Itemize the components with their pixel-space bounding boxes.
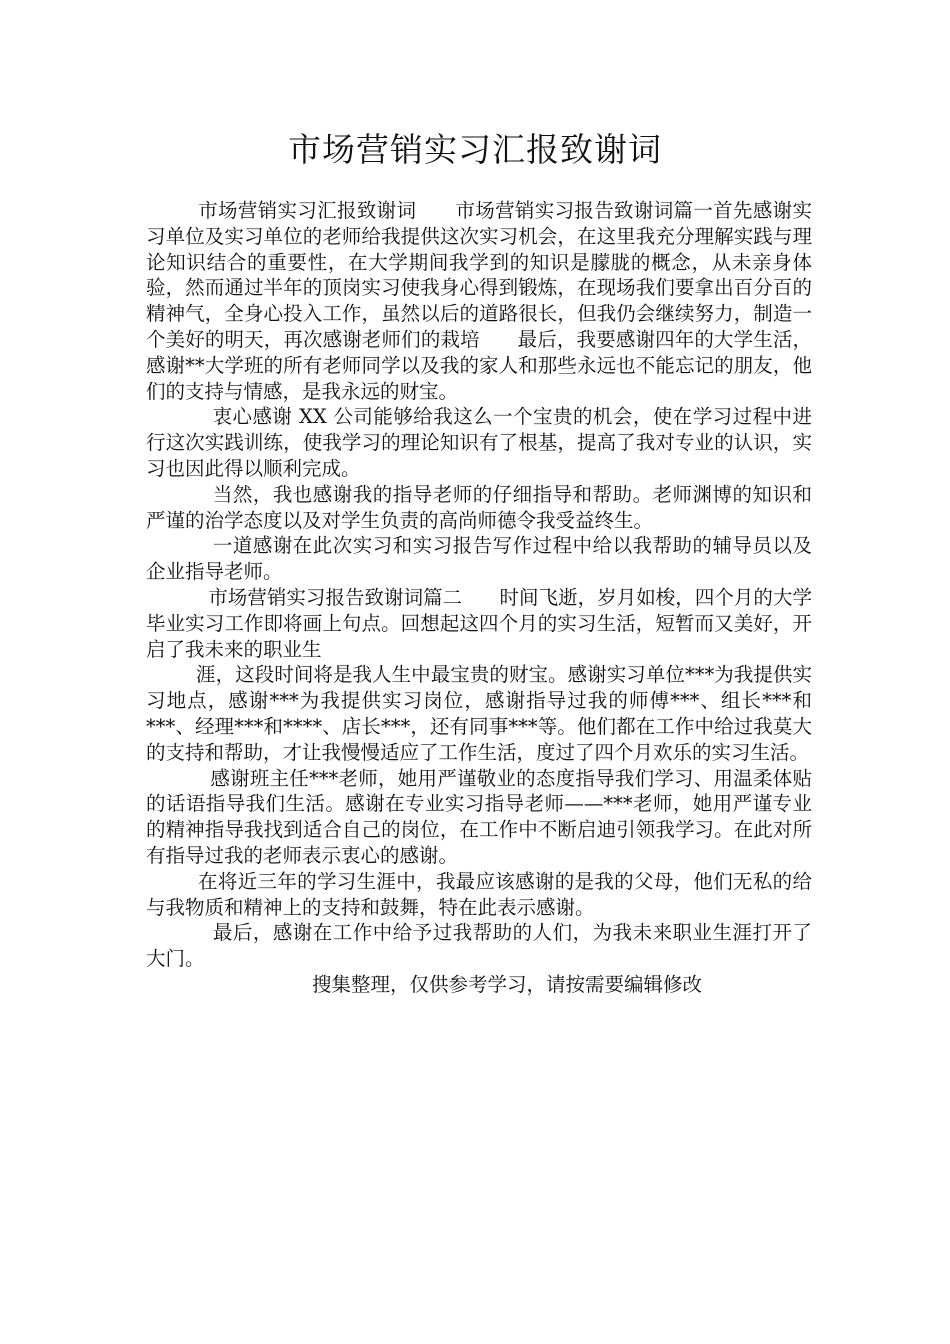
paragraph-6: 涯，这段时间将是我人生中最宝贵的财宝。感谢实习单位***为我提供实习地点，感谢***为我提供实习岗位，感谢指导过我的师傅***、组长***和***、经理***和****、店长***，还有同事***等。他们都在工作中给过我莫大的支持和帮助，才让我慢慢适应了工作生活，度过了四个月欢乐的实习生活。 <box>146 663 812 764</box>
document-body <box>146 198 812 998</box>
paragraph-5: 市场营销实习报告致谢词篇二 时间飞逝，岁月如梭，四个月的大学毕业实习工作即将画上句点。回想起这四个月的实习生活，短暂而又美好，开启了我未来的职业生 <box>146 585 812 661</box>
paragraph-4: 一道感谢在此次实习和实习报告写作过程中给以我帮助的辅导员以及企业指导老师。 <box>146 534 812 584</box>
paragraph-3: 当然，我也感谢我的指导老师的仔细指导和帮助。老师渊博的知识和严谨的治学态度以及对学生负责的高尚师德令我受益终生。 <box>146 482 812 532</box>
paragraph-2: 衷心感谢 XX 公司能够给我这么一个宝贵的机会，使在学习过程中进行这次实践训练，使我学习的理论知识有了根基，提高了我对专业的认识，实习也因此得以顺利完成。 <box>146 405 812 480</box>
paragraph-9: 最后，感谢在工作中给予过我帮助的人们，为我未来职业生涯打开了大门。 <box>146 921 812 971</box>
document-title: 市场营销实习汇报致谢词 <box>288 130 662 169</box>
paragraph-7: 感谢班主任***老师，她用严谨敬业的态度指导我们学习、用温柔体贴的话语指导我们生活。感谢在专业实习指导老师——***老师，她用严谨专业的精神指导我找到适合自己的岗位，在工作中不断启迪引领我学习。在此对所有指导过我的老师表示衷心的感谢。 <box>146 766 812 867</box>
paragraph-8: 在将近三年的学习生涯中，我最应该感谢的是我的父母，他们无私的给与我物质和精神上的支持和鼓舞，特在此表示感谢。 <box>146 869 812 919</box>
footer-note: 搜集整理，仅供参考学习，请按需要编辑修改 <box>312 972 703 996</box>
paragraph-1: 市场营销实习汇报致谢词 市场营销实习报告致谢词篇一首先感谢实习单位及实习单位的老师给我提供这次实习机会，在这里我充分理解实践与理论知识结合的重要性，在大学期间我学到的知识是朦胧的概念，从未亲身体验，然而通过半年的顶岗实习使我身心得到锻炼，在现场我们要拿出百分百的精神气，全身心投入工作，虽然以后的道路很长，但我仍会继续努力，制造一个美好的明天，再次感谢老师们的栽培 最后，我要感谢四年的大学生活，感谢**大学班的所有老师同学以及我的家人和那些永远也不能忘记的朋友，他们的支持与情感，是我永远的财宝。 <box>146 199 812 403</box>
